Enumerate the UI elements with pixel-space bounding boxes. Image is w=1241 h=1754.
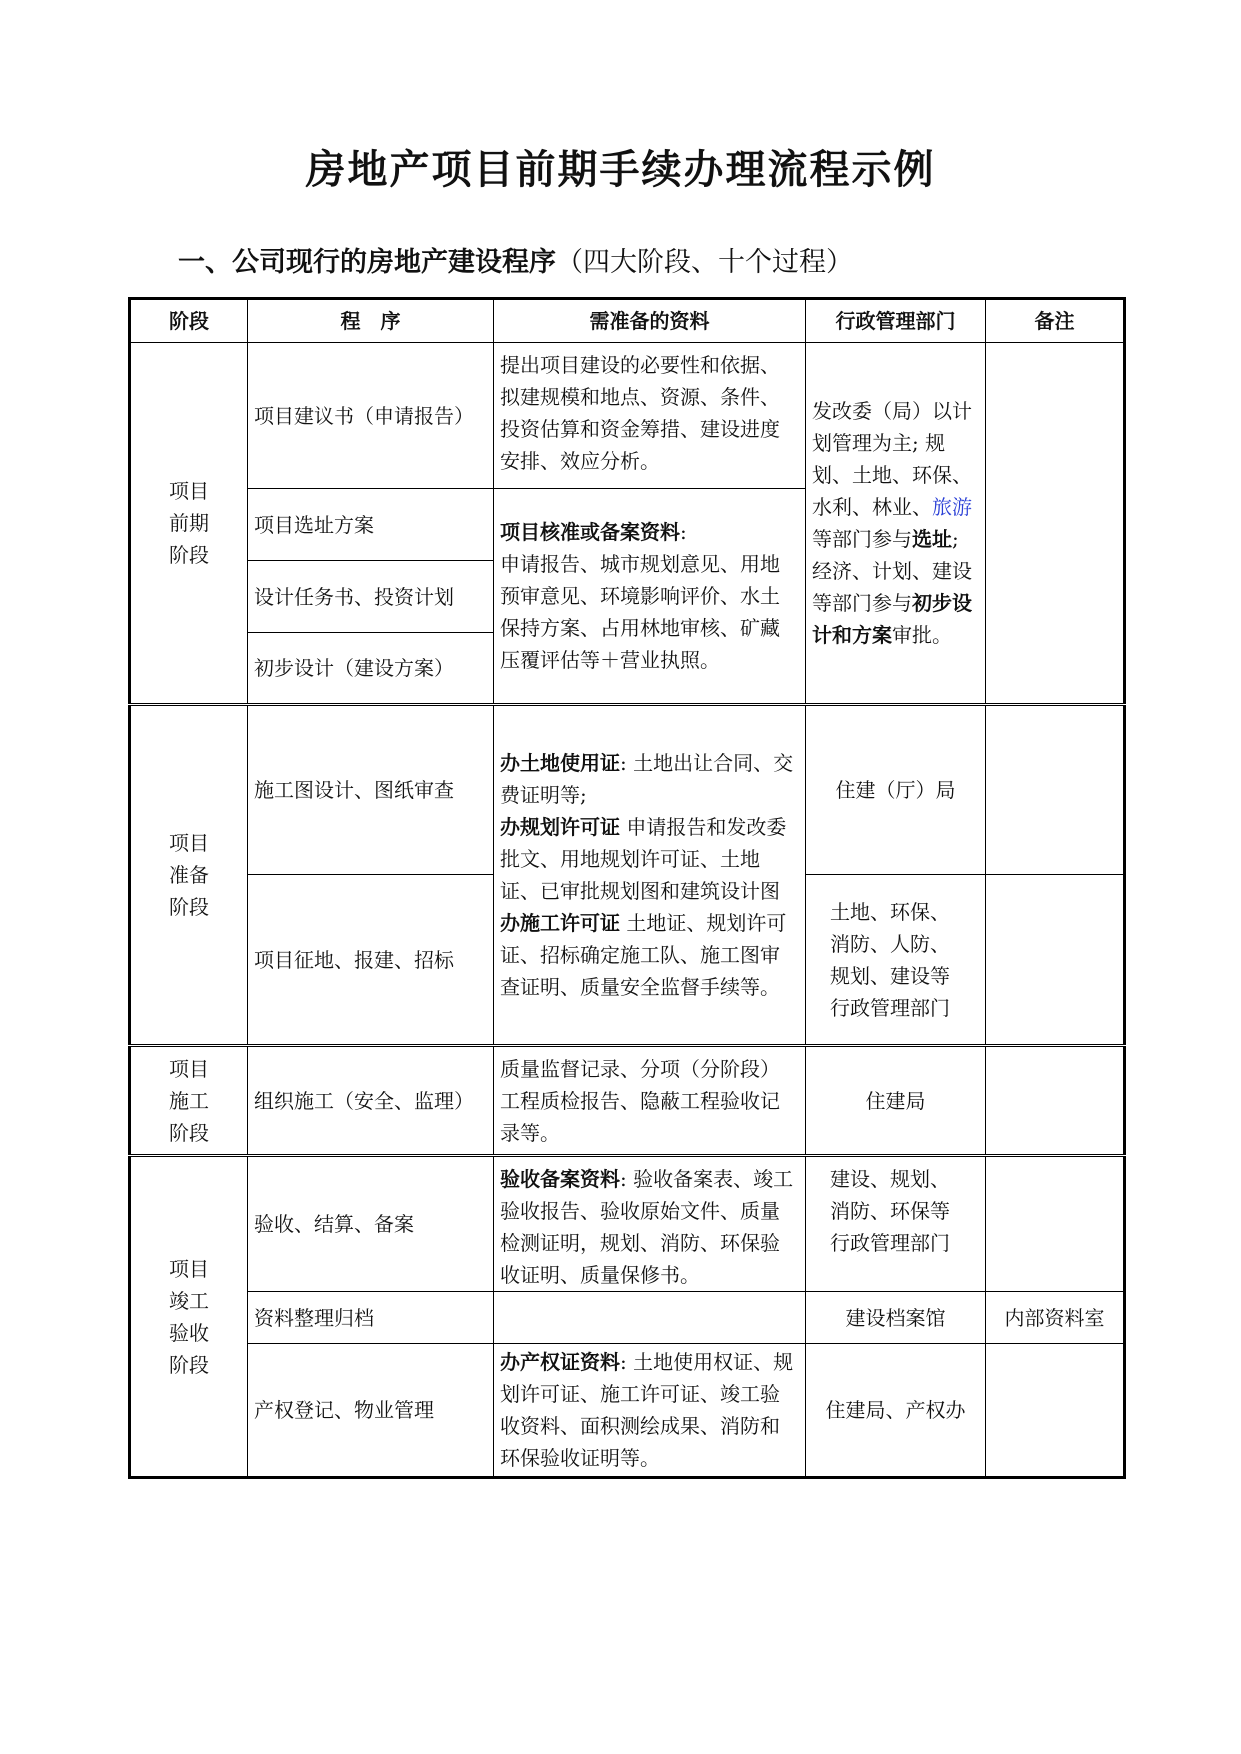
procedure-cell: 资料整理归档 bbox=[248, 1292, 494, 1344]
materials-bold: 办规划许可证 bbox=[500, 815, 620, 839]
remarks-cell bbox=[986, 1156, 1125, 1292]
header-procedure: 程 序 bbox=[248, 299, 494, 343]
department-cell: 建设、规划、消防、环保等行政管理部门 bbox=[806, 1156, 986, 1292]
stage-label: 施工 bbox=[169, 1088, 209, 1113]
table-row bbox=[130, 343, 1125, 489]
stage-cell-preliminary bbox=[130, 343, 248, 705]
dept-text: ; 经济、计划、建设等部门参与 bbox=[812, 527, 972, 615]
procedure-cell: 设计任务书、投资计划 bbox=[248, 561, 494, 633]
page-title: 房地产项目前期手续办理流程示例 bbox=[305, 146, 936, 193]
materials-text: : 土地使用权证、规划许可证、施工许可证、竣工验收资料、面积测绘成果、消防和环保验收证明等。 bbox=[500, 1350, 794, 1470]
header-department: 行政管理部门 bbox=[806, 299, 986, 343]
table-row bbox=[130, 1344, 1125, 1478]
stage-cell-preparation bbox=[130, 705, 248, 1046]
materials-text: 申请报告和发改委批文、用地规划许可证、土地证、已审批规划图和建筑设计图 bbox=[500, 815, 787, 903]
department-cell: 住建（厅）局 bbox=[806, 705, 986, 875]
table-row bbox=[130, 705, 1125, 875]
stage-cell-completion bbox=[130, 1156, 248, 1478]
dept-text: 审批。 bbox=[892, 623, 952, 647]
materials-cell bbox=[494, 489, 806, 705]
materials-cell bbox=[494, 1344, 806, 1478]
department-cell: 土地、环保、消防、人防、规划、建设等行政管理部门 bbox=[806, 875, 986, 1046]
dept-text: 等部门参与 bbox=[812, 527, 912, 551]
header-materials: 需准备的资料 bbox=[494, 299, 806, 343]
procedure-cell: 项目征地、报建、招标 bbox=[248, 875, 494, 1046]
materials-bold: 验收备案资料 bbox=[500, 1167, 620, 1191]
section-heading bbox=[178, 240, 853, 279]
materials-text: : 土地出让合同、交费证明等; bbox=[500, 751, 794, 807]
procedure-cell: 项目建议书（申请报告） bbox=[248, 343, 494, 489]
dept-text: 发改委（局）以计划管理为主; 规划、土地、环保、水利、林业、 bbox=[812, 399, 972, 519]
stage-label: 项目 bbox=[169, 831, 209, 855]
stage-label: 验收 bbox=[169, 1320, 209, 1345]
dept-link-text: 旅游 bbox=[932, 495, 972, 519]
table-row bbox=[130, 1292, 1125, 1344]
procedure-cell: 初步设计（建设方案） bbox=[248, 633, 494, 705]
materials-cell: 提出项目建设的必要性和依据、拟建规模和地点、资源、条件、投资估算和资金筹措、建设进度安排、效应分析。 bbox=[494, 343, 806, 489]
section-heading-note: （四大阶段、十个过程） bbox=[556, 247, 853, 278]
materials-cell bbox=[494, 1156, 806, 1292]
materials-bold: 办施工许可证 bbox=[500, 911, 620, 935]
procedure-cell: 产权登记、物业管理 bbox=[248, 1344, 494, 1478]
stage-label: 项目 bbox=[169, 1256, 209, 1281]
procedure-cell: 验收、结算、备案 bbox=[248, 1156, 494, 1292]
remarks-cell bbox=[986, 343, 1125, 705]
header-remarks: 备注 bbox=[986, 299, 1125, 343]
department-cell: 住建局 bbox=[806, 1046, 986, 1156]
procedure-cell: 组织施工（安全、监理） bbox=[248, 1046, 494, 1156]
procedure-cell: 项目选址方案 bbox=[248, 489, 494, 561]
materials-cell bbox=[494, 1292, 806, 1344]
dept-bold-text: 初步设计和方案 bbox=[812, 591, 972, 647]
materials-text: : 验收备案表、竣工验收报告、验收原始文件、质量检测证明，规划、消防、环保验收证明、质量保修书。 bbox=[500, 1167, 794, 1287]
stage-label: 项目 bbox=[169, 479, 209, 503]
materials-text: 土地证、规划许可证、招标确定施工队、施工图审查证明、质量安全监督手续等。 bbox=[500, 911, 787, 999]
dept-bold-text: 选址 bbox=[912, 527, 952, 551]
table-header-row bbox=[130, 299, 1125, 343]
section-heading-bold: 一、公司现行的房地产建设程序 bbox=[178, 247, 556, 278]
remarks-cell bbox=[986, 875, 1125, 1046]
stage-label: 阶段 bbox=[169, 1120, 209, 1145]
procedure-cell: 施工图设计、图纸审查 bbox=[248, 705, 494, 875]
remarks-cell bbox=[986, 1344, 1125, 1478]
header-stage: 阶段 bbox=[130, 299, 248, 343]
materials-cell bbox=[494, 705, 806, 1046]
stage-label: 阶段 bbox=[169, 1352, 209, 1377]
stage-label: 准备 bbox=[169, 863, 209, 887]
remarks-cell bbox=[986, 705, 1125, 875]
stage-label: 竣工 bbox=[169, 1288, 209, 1313]
department-cell: 住建局、产权办 bbox=[806, 1344, 986, 1478]
materials-bold: 项目核准或备案资料 bbox=[500, 520, 680, 544]
materials-bold: 办土地使用证 bbox=[500, 751, 620, 775]
materials-bold: 办产权证资料 bbox=[500, 1350, 620, 1374]
remarks-cell bbox=[986, 1046, 1125, 1156]
remarks-cell: 内部资料室 bbox=[986, 1292, 1125, 1344]
materials-cell: 质量监督记录、分项（分阶段）工程质检报告、隐蔽工程验收记录等。 bbox=[494, 1046, 806, 1156]
table-row bbox=[130, 1156, 1125, 1292]
process-table bbox=[128, 297, 1126, 1479]
stage-cell-construction bbox=[130, 1046, 248, 1156]
department-cell: 建设档案馆 bbox=[806, 1292, 986, 1344]
materials-text: : 申请报告、城市规划意见、用地预审意见、环境影响评价、水土保持方案、占用林地审核、矿藏压覆评估等＋营业执照。 bbox=[500, 520, 780, 672]
stage-label: 前期 bbox=[169, 511, 209, 535]
department-cell bbox=[806, 343, 986, 705]
stage-label: 项目 bbox=[169, 1056, 209, 1081]
stage-label: 阶段 bbox=[169, 895, 209, 919]
table-row bbox=[130, 1046, 1125, 1156]
stage-label: 阶段 bbox=[169, 543, 209, 567]
